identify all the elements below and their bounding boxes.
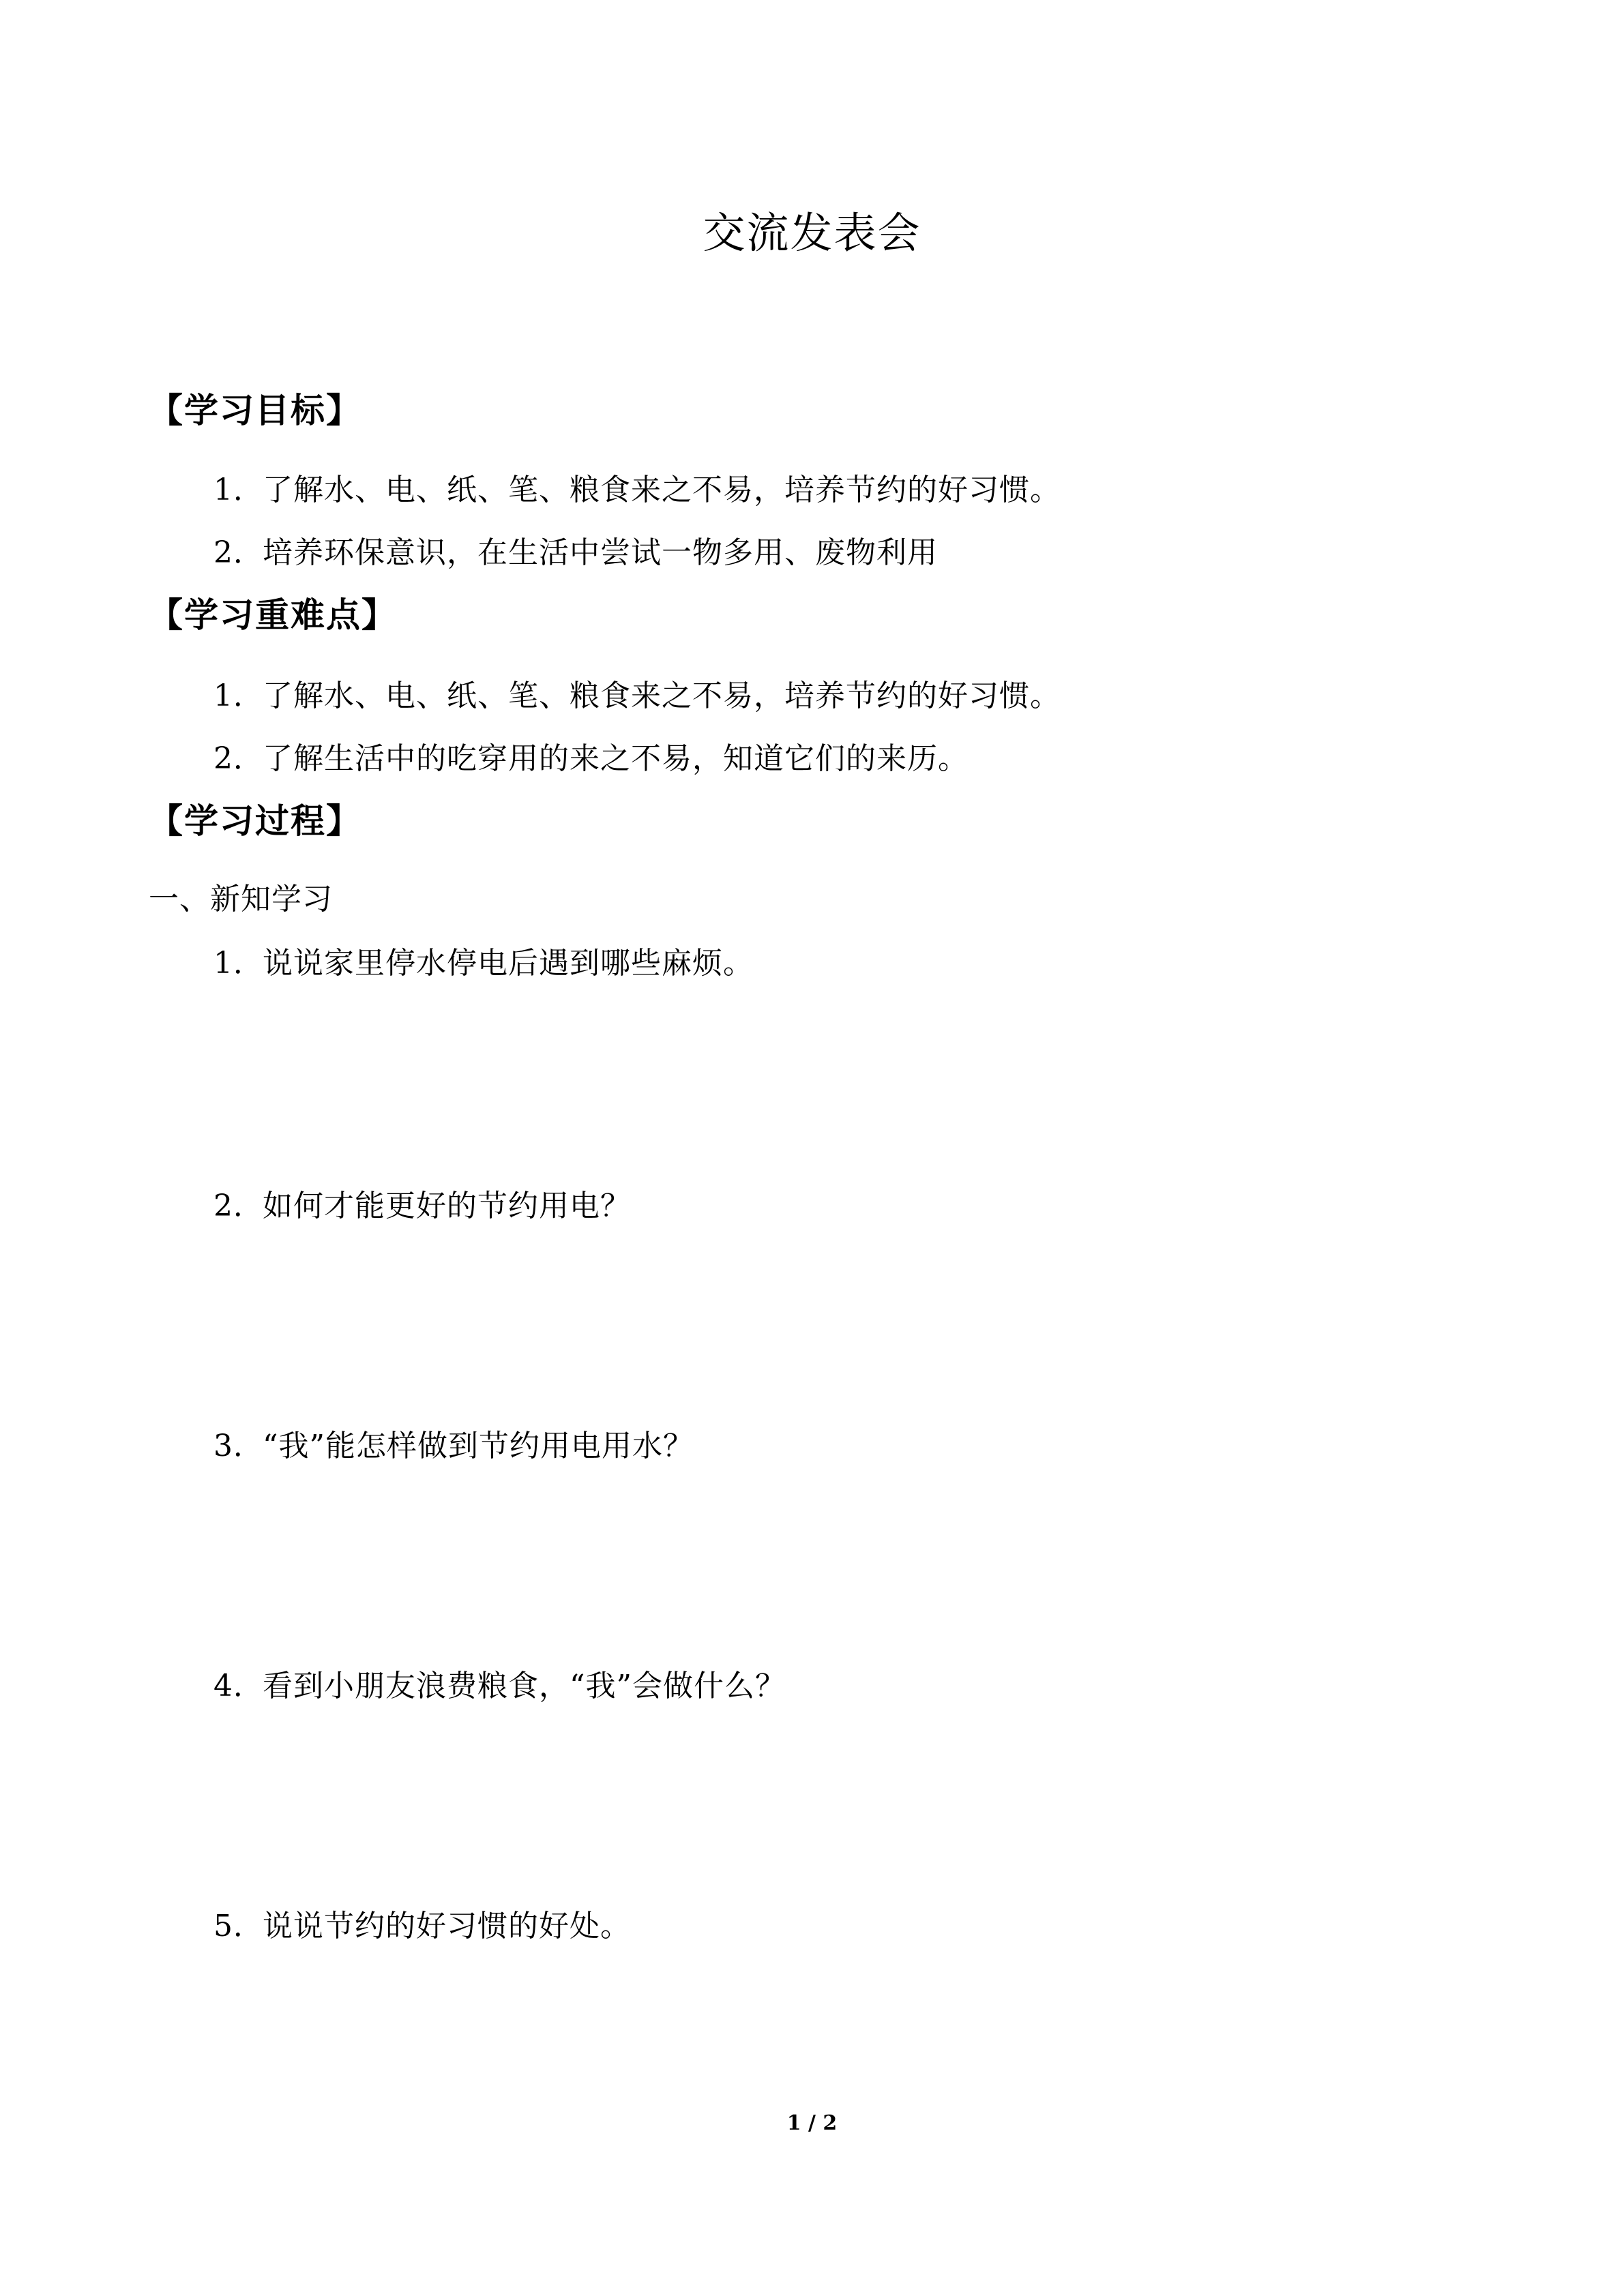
item-text: 如何才能更好的节约用电？ <box>263 1189 631 1223</box>
item-number: 1． <box>213 679 264 713</box>
item-text: 看到小朋友浪费粮食，“我”会做什么？ <box>263 1669 786 1703</box>
page-title: 交流发表会 <box>703 208 921 258</box>
item-number: 3． <box>213 1429 264 1463</box>
objective-item <box>213 533 938 573</box>
sub-heading-new-knowledge: 一、新知学习 <box>149 882 333 916</box>
section-heading-objectives: 【学习目标】 <box>149 391 361 430</box>
item-text: 培养环保意识，在生活中尝试一物多用、废物利用 <box>263 535 938 570</box>
page-number: 1 / 2 <box>786 2111 838 2135</box>
question-item <box>213 944 754 983</box>
item-number: 5． <box>213 1909 264 1943</box>
question-item <box>213 1667 786 1706</box>
item-number: 1． <box>213 946 264 981</box>
question-item <box>213 1187 631 1226</box>
item-number: 1． <box>213 473 264 507</box>
item-text: 了解生活中的吃穿用的来之不易，知道它们的来历。 <box>263 741 969 776</box>
item-number: 2． <box>213 741 264 776</box>
item-number: 4． <box>213 1669 264 1703</box>
item-text: “我”能怎样做到节约用电用水？ <box>263 1429 694 1463</box>
item-text: 说说节约的好习惯的好处。 <box>263 1909 631 1943</box>
objective-item <box>213 471 1061 510</box>
item-number: 2． <box>213 1189 264 1223</box>
section-heading-key-points: 【学习重难点】 <box>149 595 397 635</box>
question-item <box>213 1427 694 1466</box>
item-text: 了解水、电、纸、笔、粮食来之不易，培养节约的好习惯。 <box>263 679 1061 713</box>
item-text: 了解水、电、纸、笔、粮食来之不易，培养节约的好习惯。 <box>263 473 1061 507</box>
key-point-item <box>213 676 1061 716</box>
section-heading-process: 【学习过程】 <box>149 801 361 841</box>
question-item <box>213 1907 631 1946</box>
key-point-item <box>213 739 969 779</box>
item-number: 2． <box>213 535 264 570</box>
item-text: 说说家里停水停电后遇到哪些麻烦。 <box>263 946 754 981</box>
